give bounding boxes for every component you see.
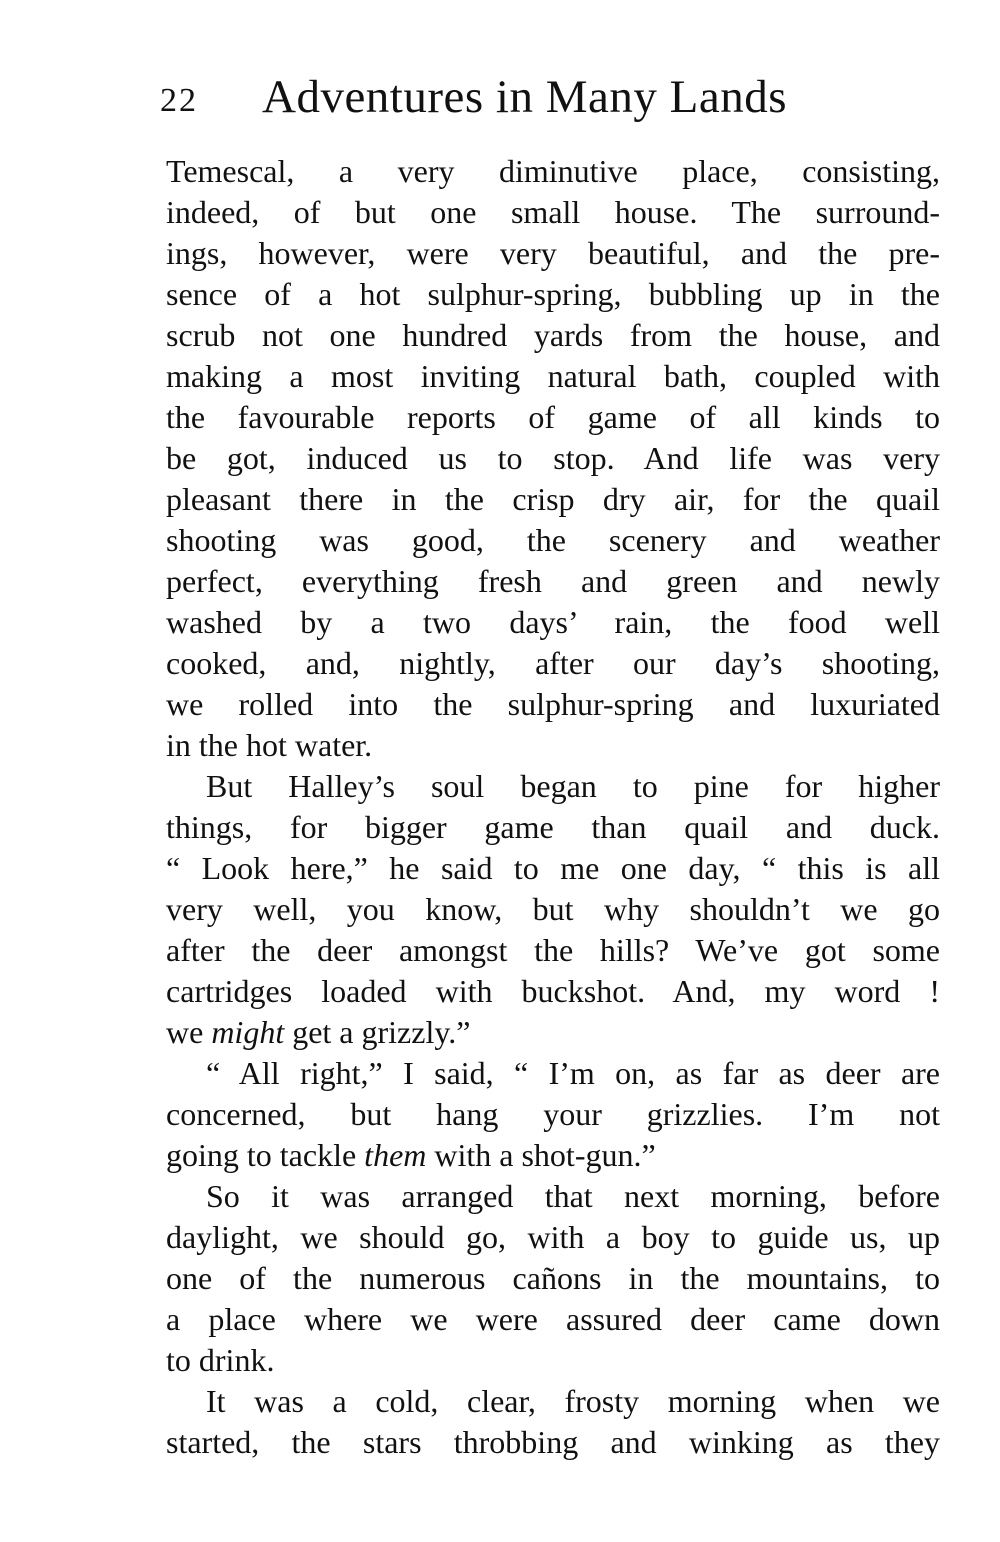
text-line: started, the stars throbbing and winking as they <box>166 1424 940 1460</box>
italic-text: them <box>364 1137 427 1173</box>
text-line: But Halley’s soul began to pine for higher <box>206 768 940 804</box>
text-line: indeed, of but one small house. The surround- <box>166 194 940 230</box>
paragraph-5 <box>166 1381 940 1463</box>
text-line: washed by a two days’ rain, the food well <box>166 604 940 640</box>
paragraph-3 <box>166 1053 940 1176</box>
text-line: be got, induced us to stop. And life was very <box>166 440 940 476</box>
text-line: things, for bigger game than quail and duck. <box>166 809 940 845</box>
text-line: daylight, we should go, with a boy to guide us, up <box>166 1219 940 1255</box>
text-line: concerned, but hang your grizzlies. I’m not <box>166 1096 940 1132</box>
text-run: with a shot-gun.” <box>426 1137 656 1173</box>
paragraph-1 <box>166 151 940 766</box>
text-line: we rolled into the sulphur-spring and luxuriated <box>166 686 940 722</box>
text-line: to drink. <box>166 1342 275 1378</box>
page-number: 22 <box>160 82 198 119</box>
text-line: So it was arranged that next morning, before <box>206 1178 940 1214</box>
text-line: a place where we were assured deer came down <box>166 1301 940 1337</box>
text-line: very well, you know, but why shouldn’t we go <box>166 891 940 927</box>
text-line: one of the numerous cañons in the mountains, to <box>166 1260 940 1296</box>
paragraph-4 <box>166 1176 940 1381</box>
text-line: ings, however, were very beautiful, and the pre- <box>166 235 940 271</box>
running-title: Adventures in Many Lands <box>262 71 787 123</box>
italic-text: might <box>211 1014 285 1050</box>
text-line: perfect, everything fresh and green and newly <box>166 563 940 599</box>
text-line: in the hot water. <box>166 727 373 763</box>
text-run: we <box>166 1014 212 1050</box>
text-line: cooked, and, nightly, after our day’s shooting, <box>166 645 940 681</box>
text-line <box>166 1012 940 1053</box>
text-line: sence of a hot sulphur-spring, bubbling up in the <box>166 276 940 312</box>
body-text <box>166 151 940 1463</box>
text-line: shooting was good, the scenery and weather <box>166 522 940 558</box>
text-line: pleasant there in the crisp dry air, for the quail <box>166 481 940 517</box>
text-line: cartridges loaded with buckshot. And, my word ! <box>166 973 940 1009</box>
text-line: “ All right,” I said, “ I’m on, as far as deer are <box>206 1055 940 1091</box>
text-line <box>166 1135 940 1176</box>
text-line: scrub not one hundred yards from the house, and <box>166 317 940 353</box>
paragraph-2 <box>166 766 940 1053</box>
text-line: the favourable reports of game of all kinds to <box>166 399 940 435</box>
text-line: It was a cold, clear, frosty morning when we <box>206 1383 940 1419</box>
text-line: making a most inviting natural bath, coupled with <box>166 358 940 394</box>
page-header <box>160 70 892 140</box>
text-line: “ Look here,” he said to me one day, “ this is all <box>166 850 940 886</box>
text-run: going to tackle <box>166 1137 365 1173</box>
text-line: after the deer amongst the hills? We’ve got some <box>166 932 940 968</box>
text-line: Temescal, a very diminutive place, consisting, <box>166 153 940 189</box>
text-run: get a grizzly.” <box>284 1014 471 1050</box>
